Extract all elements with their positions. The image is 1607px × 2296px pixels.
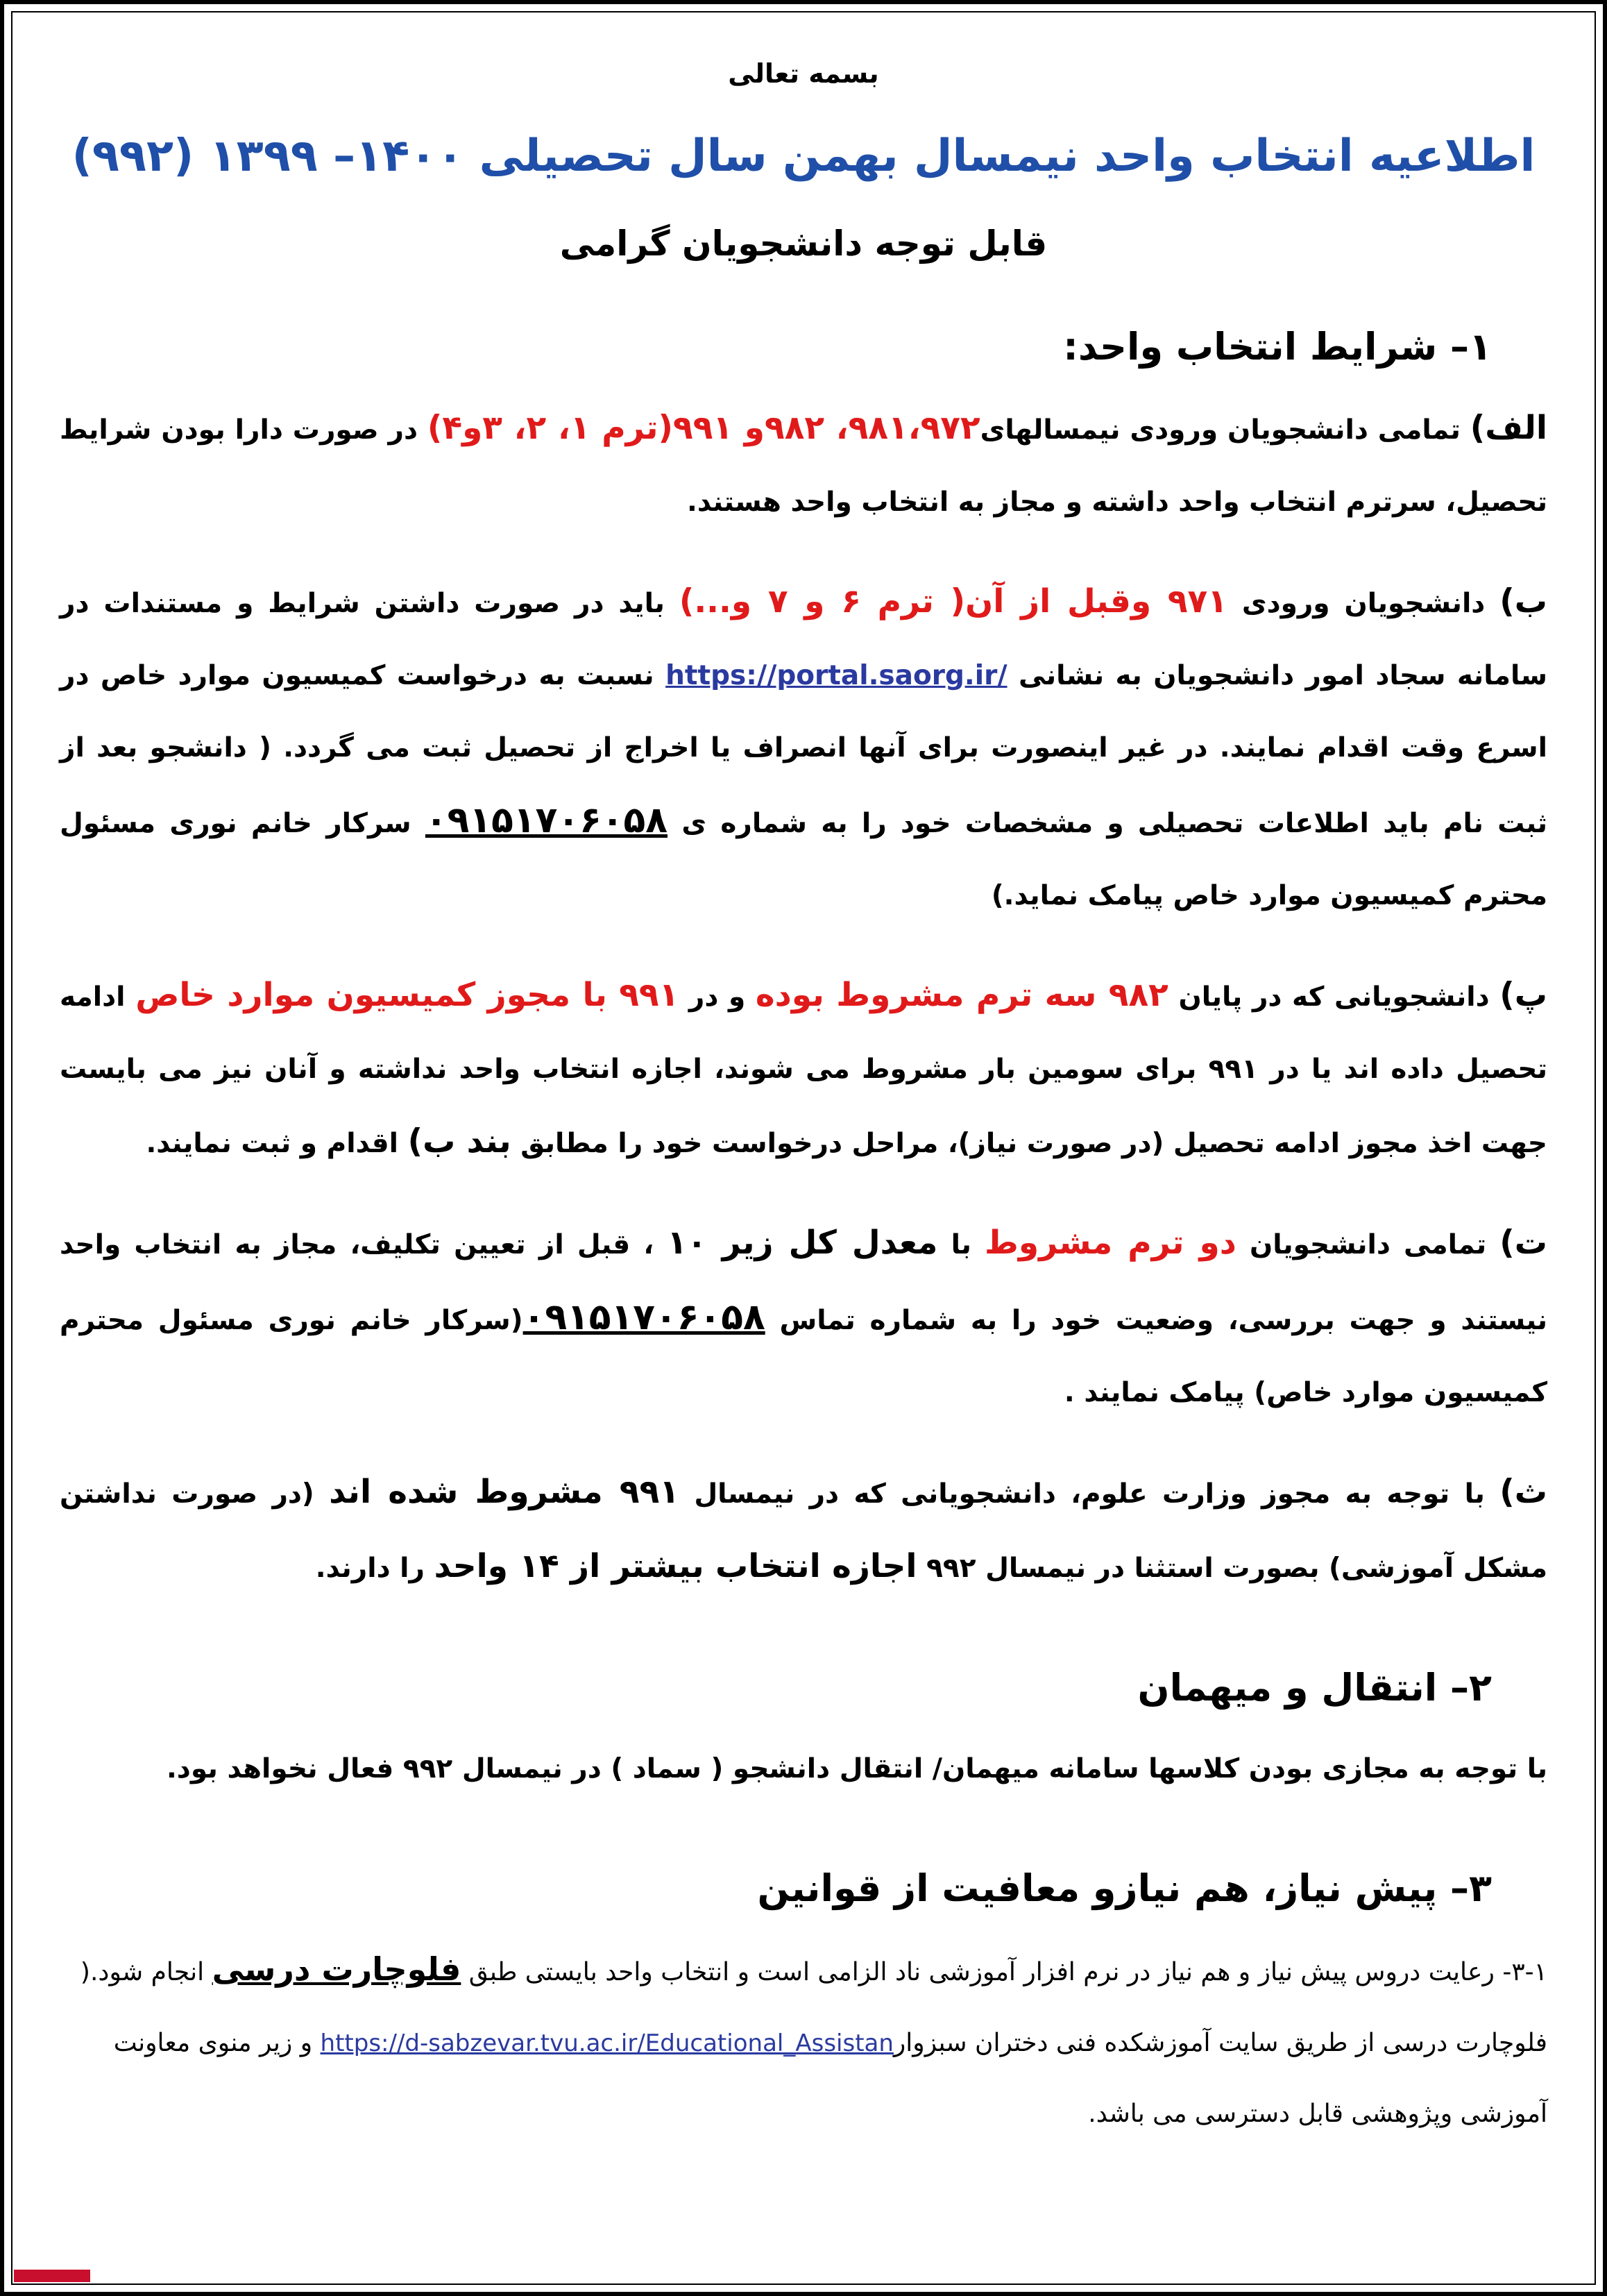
paragraph-te — [60, 1207, 1547, 1429]
paragraph-text: را دارند. — [315, 1553, 434, 1584]
paragraph-text: ادامه تحصیل داده اند یا در ۹۹۱ برای سومین بار مشروط می شوند، اجازه انتخاب واحد نداشته و آنان نیز می بایست جهت اخذ مجوز ادامه تحصیل (در صورت نیاز)، مراحل درخواست خود را مطابق — [60, 981, 1547, 1159]
paragraph-text: و در — [679, 981, 756, 1013]
section-3-heading: ۳– پیش نیاز، هم نیازو معافیت از قوانین — [757, 1866, 1492, 1910]
highlight-text: ۹۷۱ وقبل از آن( ترم ۶ و ۷ و...) — [679, 582, 1227, 621]
paragraph-alef — [60, 392, 1547, 539]
paragraph-text: اقدام و ثبت نمایند. — [146, 1128, 408, 1159]
highlight-text: ۹۸۱،۹۷۲، ۹۸۲و ۹۹۱(ترم ۱، ۲، ۳و۴) — [427, 409, 980, 447]
phone-number: ۰۹۱۵۱۷۰۶۰۵۸ — [522, 1297, 765, 1338]
highlight-text: دو ترم مشروط — [985, 1224, 1236, 1262]
paragraph-text: تمامی دانشجویان ورودی نیمسالهای — [980, 414, 1470, 446]
paragraph-text: ، قبل از تعیین تکلیف، مجاز به انتخاب واحد نیستند و جهت بررسی، وضعیت خود را به شماره تماس — [60, 1229, 1547, 1336]
portal-link[interactable]: https://portal.saorg.ir/ — [665, 660, 1007, 691]
attention-line: قابل توجه دانشجویان گرامی — [559, 223, 1048, 264]
paragraph-text: و زیر منوی معاونت آموزشی وپژوهشی قابل دسترسی می باشد. — [113, 2029, 1547, 2128]
paragraph-letter: ت) — [1499, 1224, 1547, 1262]
bold-text: بند ب) — [407, 1122, 511, 1160]
paragraph-text: دانشجویان ورودی — [1227, 588, 1500, 619]
bold-text: معدل کل زیر ۱۰ — [667, 1224, 938, 1262]
paragraph-text: (در صورت نداشتن مشکل آموزشی) بصورت استثنا در نیمسال ۹۹۲ — [60, 1478, 1547, 1584]
paragraph-se — [60, 1456, 1547, 1605]
paragraph-text: ۳-۱- رعایت دروس پیش نیاز و هم نیاز در نرم افزار آموزشی ناد الزامی است و انتخاب واحد بایستی طبق — [461, 1958, 1547, 1986]
paragraph-letter: الف) — [1470, 409, 1547, 447]
notice-content — [60, 46, 1547, 2175]
phone-number: ۰۹۱۵۱۷۰۶۰۵۸ — [425, 800, 668, 841]
page-title: اطلاعیه انتخاب واحد نیمسال بهمن سال تحصیلی ۱۴۰۰– ۱۳۹۹ (۹۹۲) — [71, 130, 1536, 182]
section-3-text — [60, 1934, 1547, 2150]
section-2-heading: ۲– انتقال و میهمان — [1137, 1666, 1492, 1710]
paragraph-be — [60, 566, 1547, 932]
educational-assistant-link[interactable]: https://d-sabzevar.tvu.ac.ir/Educational_Assistan — [320, 2029, 894, 2057]
paragraph-text: با توجه به مجوز وزارت علوم، دانشجویانی که در نیمسال — [679, 1478, 1500, 1510]
paragraph-text: (سرکار خانم نوری مسئول محترم کمیسیون موارد خاص) پیامک نمایند . — [60, 1305, 1547, 1408]
paragraph-text: با — [937, 1229, 985, 1260]
section-2-text: با توجه به مجازی بودن کلاسها سامانه میهمان/ انتقال دانشجو ( سماد ) در نیمسال ۹۹۲ فعال نخواهد بود. — [166, 1753, 1547, 1784]
basmala: بسمه تعالی — [728, 58, 879, 89]
paragraph-pe — [60, 959, 1547, 1180]
paragraph-text: باید در صورت داشتن شرایط و مستندات در سامانه سجاد امور دانشجویان به نشانی — [60, 588, 1547, 691]
paragraph-text: دانشجویانی که در پایان — [1168, 981, 1500, 1013]
bold-text: اجازه انتخاب بیشتر از ۱۴ واحد — [434, 1547, 917, 1585]
highlight-text: ۹۹۱ با مجوز کمیسیون موارد خاص — [135, 976, 679, 1014]
paragraph-text: انجام شود.( فلوچارت درسی از طریق سایت آموزشکده فنی دختران سبزوار — [80, 1958, 1547, 2057]
highlight-text: ۹۸۲ سه ترم مشروط بوده — [755, 976, 1168, 1014]
paragraph-letter: ث) — [1499, 1473, 1547, 1511]
paragraph-text: سرکار خانم نوری مسئول محترم کمیسیون موارد خاص پیامک نماید.) — [60, 808, 1547, 911]
paragraph-letter: ب) — [1499, 582, 1547, 621]
paragraph-letter: پ) — [1499, 976, 1548, 1014]
section-1-heading: ۱– شرایط انتخاب واحد: — [1063, 325, 1492, 369]
paragraph-text: نسبت به درخواست کمیسیون موارد خاص در اسرع وقت اقدام نمایند. در غیر اینصورت برای آنها انصراف یا اخراج از تحصیل ثبت می گردد. ( دانشجو بعد از ثبت نام باید اطلاعات تحصیلی و مشخصات خود را به شماره ی — [60, 660, 1547, 839]
corner-logo-mark — [14, 2270, 90, 2282]
bold-text: ۹۹۱ مشروط شده اند — [329, 1473, 679, 1511]
paragraph-text: تمامی دانشجویان — [1236, 1229, 1500, 1260]
paragraph-text: در صورت دارا بودن شرایط تحصیل، سرترم انتخاب واحد داشته و مجاز به انتخاب واحد هستند. — [60, 414, 1547, 518]
flowchart-text: فلوچارت درسی — [212, 1950, 461, 1988]
